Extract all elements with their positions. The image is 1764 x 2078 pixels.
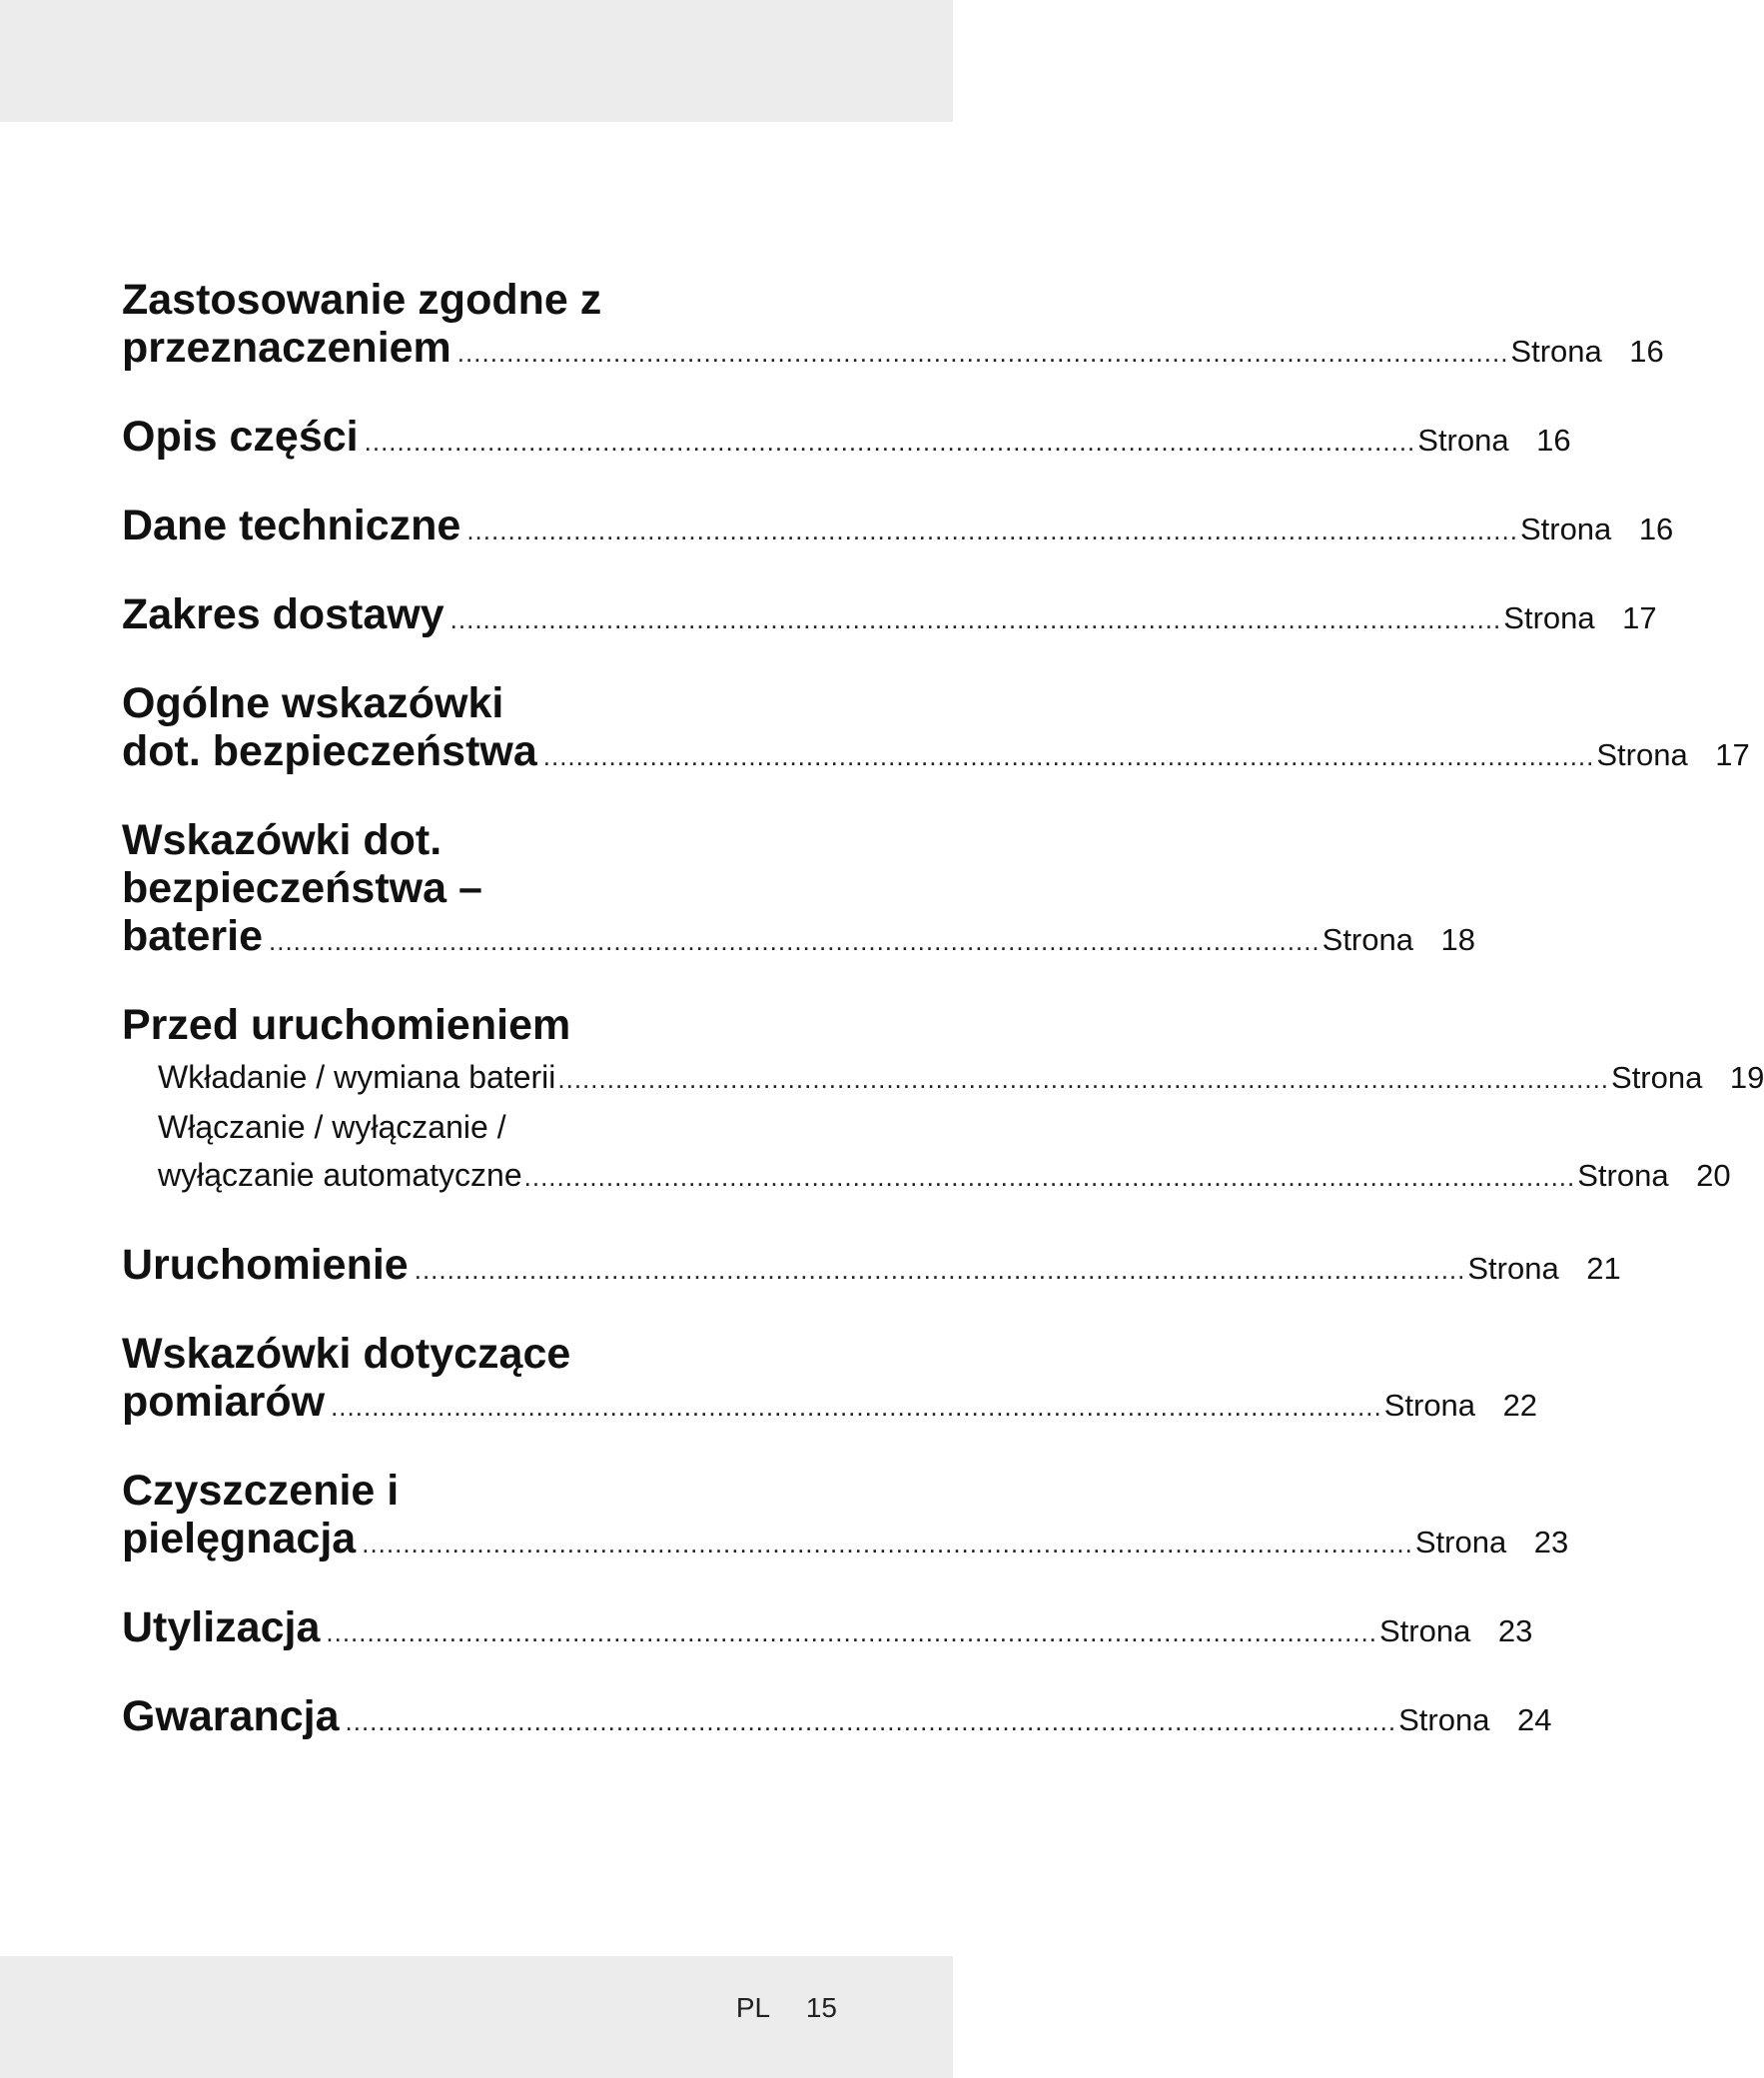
- toc-entry-title: Opis części: [122, 413, 359, 461]
- toc-dot-leader: ................................................................................................................................: [269, 926, 1321, 956]
- toc-entry-title: Zakres dostawy: [122, 590, 444, 638]
- toc-page-number: 23: [1497, 1613, 1533, 1648]
- toc-page-number: 19: [1729, 1060, 1764, 1095]
- toc-dot-leader: ................................................................................................................................: [362, 1529, 1413, 1558]
- toc-entry: [122, 1467, 1569, 1567]
- toc-entry-title-line: Ogólne wskazówki: [122, 679, 504, 727]
- toc-page-word: Strona: [1503, 600, 1595, 635]
- toc-page-number: 22: [1502, 1388, 1538, 1423]
- toc-dot-leader: ................................................................................................................................: [449, 604, 1502, 634]
- toc-entry-row[interactable]: [122, 912, 1475, 965]
- toc-dot-leader: ................................................................................................................................: [456, 338, 1509, 368]
- toc-page-word: Strona: [1379, 1613, 1471, 1648]
- toc-entry-title: Dane techniczne: [122, 502, 461, 549]
- toc-page-word: Strona: [1611, 1060, 1703, 1095]
- toc-entry: [122, 1330, 1538, 1431]
- toc-entry-title: przeznaczeniem: [122, 324, 451, 372]
- toc-page-number: 17: [1622, 600, 1657, 635]
- toc-dot-leader: ................................................................................................................................: [326, 1617, 1377, 1647]
- toc-entry-row[interactable]: [122, 727, 1750, 780]
- toc-dot-leader: ................................................................................................................................: [523, 1162, 1576, 1192]
- toc-entry: [122, 502, 1674, 554]
- toc-entry-row[interactable]: [122, 1692, 1552, 1745]
- toc-page-word: Strona: [1417, 423, 1509, 458]
- toc-entry-title: pomiarów: [122, 1378, 326, 1426]
- table-of-contents: [122, 276, 1764, 1781]
- toc-subentries: [122, 1053, 1764, 1201]
- toc-dot-leader: ................................................................................................................................: [542, 741, 1595, 771]
- top-margin-band: [0, 0, 953, 122]
- toc-entry-row[interactable]: [122, 1603, 1533, 1656]
- toc-dot-leader: ................................................................................................................................: [466, 516, 1518, 545]
- language-code: PL: [735, 1992, 771, 2023]
- toc-entry-title: Gwarancja: [122, 1692, 340, 1740]
- toc-subentry-row[interactable]: [158, 1151, 1731, 1201]
- toc-entry-title-line: Zastosowanie zgodne z: [122, 276, 602, 324]
- toc-page-word: Strona: [1510, 334, 1602, 369]
- toc-entry: [122, 590, 1657, 643]
- toc-page-word: Strona: [1467, 1251, 1559, 1286]
- toc-entry-title: baterie: [122, 912, 264, 960]
- toc-entry-title-line: Wskazówki dot.: [122, 816, 442, 864]
- toc-dot-leader: ................................................................................................................................: [364, 427, 1416, 457]
- toc-page-number: 20: [1696, 1158, 1731, 1193]
- toc-subentry-title: Wkładanie / wymiana baterii: [158, 1059, 556, 1095]
- toc-entry-title: Uruchomienie: [122, 1241, 409, 1289]
- toc-entry-row[interactable]: [122, 1378, 1538, 1431]
- toc-entry: [122, 413, 1571, 466]
- toc-entry-title-line: bezpieczeństwa –: [122, 864, 482, 912]
- toc-page-word: Strona: [1398, 1702, 1490, 1737]
- toc-entry-row[interactable]: [122, 590, 1657, 643]
- toc-entry-row[interactable]: [122, 1241, 1621, 1294]
- toc-entry: [122, 816, 1475, 965]
- toc-page-number: 18: [1440, 922, 1475, 957]
- page-number: 15: [805, 1992, 837, 2023]
- page-footer: [736, 1988, 837, 2028]
- toc-page-word: Strona: [1414, 1525, 1507, 1559]
- toc-subentry-row[interactable]: [158, 1053, 1764, 1103]
- toc-entry: [122, 1603, 1533, 1656]
- toc-entry-title-line: Czyszczenie i: [122, 1467, 400, 1515]
- toc-entry-title[interactable]: Przed uruchomieniem: [122, 1001, 571, 1049]
- toc-page-word: Strona: [1519, 512, 1612, 546]
- toc-entry-title-line: Wskazówki dotyczące: [122, 1330, 571, 1378]
- toc-page-number: 16: [1638, 512, 1674, 546]
- toc-page-number: 23: [1533, 1525, 1569, 1559]
- toc-entry-row[interactable]: [122, 502, 1674, 554]
- toc-entry: [122, 276, 1664, 377]
- toc-dot-leader: ................................................................................................................................: [557, 1064, 1610, 1094]
- toc-entry: [122, 1001, 1764, 1201]
- toc-subentry-title: wyłączanie automatyczne: [158, 1157, 522, 1193]
- toc-entry-row[interactable]: [122, 1515, 1569, 1567]
- toc-page-word: Strona: [1577, 1158, 1669, 1193]
- toc-page-word: Strona: [1383, 1388, 1476, 1423]
- toc-entry-title: dot. bezpieczeństwa: [122, 727, 537, 775]
- toc-subentry-title-line: Włączanie / wyłączanie /: [158, 1109, 506, 1145]
- toc-page-number: 21: [1586, 1251, 1621, 1286]
- toc-page-word: Strona: [1322, 922, 1413, 957]
- toc-page-word: Strona: [1596, 737, 1688, 772]
- toc-dot-leader: ................................................................................................................................: [331, 1392, 1382, 1422]
- toc-entry-row[interactable]: [122, 324, 1664, 377]
- toc-page-number: 17: [1715, 737, 1750, 772]
- toc-entry: [122, 679, 1750, 780]
- toc-entry-row[interactable]: [122, 413, 1571, 466]
- toc-entry-title: Utylizacja: [122, 1603, 321, 1651]
- toc-page-number: 16: [1629, 334, 1664, 369]
- toc-page-number: 24: [1516, 1702, 1552, 1737]
- toc-page-number: 16: [1536, 423, 1571, 458]
- toc-entry-title: pielęgnacja: [122, 1515, 357, 1562]
- toc-dot-leader: ................................................................................................................................: [345, 1706, 1397, 1736]
- toc-dot-leader: ................................................................................................................................: [414, 1255, 1466, 1285]
- toc-entry: [122, 1241, 1621, 1294]
- toc-entry: [122, 1692, 1552, 1745]
